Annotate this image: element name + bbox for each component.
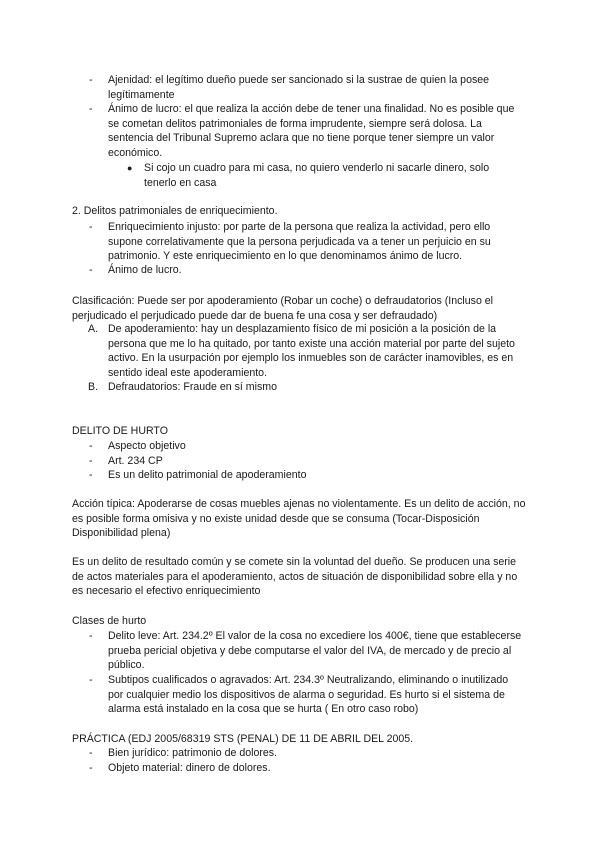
- letter-marker: B.: [88, 381, 99, 393]
- list-item: [89, 761, 520, 776]
- dash-marker: -: [89, 762, 93, 774]
- dash-marker: -: [89, 469, 93, 481]
- list-item-text: Subtipos cualificados o agravados: Art. 234.3º Neutralizando, eliminando o inutilizado por cualquier medio los dispositivos de alarma o seguridad. Es hurto si el sistema de alarma está instalado en la cosa que se hurta ( En otro caso robo): [108, 674, 509, 716]
- list-item: [89, 102, 522, 160]
- section-heading: PRÁCTICA (EDJ 2005/68319 STS (PENAL) DE 11 DE ABRIL DEL 2005.: [72, 733, 414, 745]
- dash-marker: -: [89, 630, 93, 642]
- list-item-text: Aspecto objetivo: [108, 440, 186, 452]
- dash-marker: -: [89, 440, 93, 452]
- lettered-item: [88, 380, 522, 395]
- bullet-marker: ●: [127, 163, 133, 173]
- sub-list-item: [127, 161, 516, 190]
- list-item: [89, 746, 520, 761]
- section-heading: Clases de hurto: [72, 615, 147, 627]
- list-item: [89, 468, 520, 483]
- dash-marker: -: [89, 264, 93, 276]
- list-item: [89, 673, 522, 717]
- list-item: [89, 73, 520, 102]
- list-item: [89, 629, 522, 673]
- dash-marker: -: [89, 747, 93, 759]
- sub-list-item-text: Si cojo un cuadro para mi casa, no quiero venderlo ni sacarle dinero, solo tenerlo en casa: [144, 162, 490, 189]
- lettered-item-text: Defraudatorios: Fraude en sí mismo: [108, 381, 277, 393]
- section-heading: 2. Delitos patrimoniales de enriquecimiento.: [72, 205, 278, 217]
- list-item-text: Bien jurídico: patrimonio de dolores.: [108, 747, 278, 759]
- clasificacion-paragraph: Clasificación: Puede ser por apoderamiento (Robar un coche) o defraudatorios (Incluso el perjudicado el perjudicado puede dar de buena fe una cosa y ser defraudado): [72, 295, 494, 322]
- section-heading: DELITO DE HURTO: [72, 425, 168, 437]
- list-item-text: Art. 234 CP: [108, 455, 163, 467]
- lettered-item-text: De apoderamiento: hay un desplazamiento físico de mi posición a la posición de la persona que me lo ha quitado, por tanto existe una acción material por parte del sujeto activo. En la usurpación por ejemplo los inmuebles son de carácter inamovibles, es en sentido ideal este apoderamiento.: [108, 323, 515, 379]
- accion-tipica-paragraph: Acción típica: Apoderarse de cosas muebles ajenas no violentamente. Es un delito de acción, no es posible forma omisiva y no existe unidad desde que se consuma (Tocar-Disposición Disponibilidad plena): [72, 498, 526, 540]
- dash-marker: -: [89, 74, 93, 86]
- list-item: [89, 263, 520, 278]
- list-item-text: Es un delito patrimonial de apoderamiento: [108, 469, 307, 481]
- lettered-item: [88, 322, 522, 380]
- list-item: [89, 454, 520, 469]
- list-item-text: Enriquecimiento injusto: por parte de la persona que realiza la actividad, pero ello supone correlativamente que la persona perjudicada va a tener un perjuicio en su patrimonio. Y este enriquecimiento en lo que denominamos ánimo de lucro.: [108, 221, 491, 263]
- letter-marker: A.: [88, 323, 99, 335]
- dash-marker: -: [89, 674, 93, 686]
- list-item: [89, 439, 520, 454]
- dash-marker: -: [89, 103, 93, 115]
- list-item-text: Ajenidad: el legítimo dueño puede ser sancionado si la sustrae de quien la posee legítimamente: [108, 74, 490, 101]
- dash-marker: -: [89, 455, 93, 467]
- list-item: [89, 220, 522, 264]
- resultado-paragraph: Es un delito de resultado común y se comete sin la voluntad del dueño. Se producen una serie de actos materiales para el apoderamiento, actos de situación de disponibilidad sobre ella y no es necesario el efectivo enriquecimiento: [72, 556, 518, 598]
- dash-marker: -: [89, 221, 93, 233]
- list-item-text: Objeto material: dinero de dolores.: [108, 762, 271, 774]
- list-item-text: Delito leve: Art. 234.2º El valor de la cosa no excediere los 400€, tiene que establecerse prueba pericial objetiva y debe computarse el valor del IVA, de mercado y de precio al público.: [108, 630, 522, 672]
- list-item-text: Ánimo de lucro: el que realiza la acción debe de tener una finalidad. No es posible que se cometan delitos patrimoniales de forma imprudente, siempre será dolosa. La sentencia del Tribunal Supremo aclara que no tiene porque tener siempre un valor económico.: [108, 103, 515, 159]
- list-item-text: Ánimo de lucro.: [108, 264, 182, 276]
